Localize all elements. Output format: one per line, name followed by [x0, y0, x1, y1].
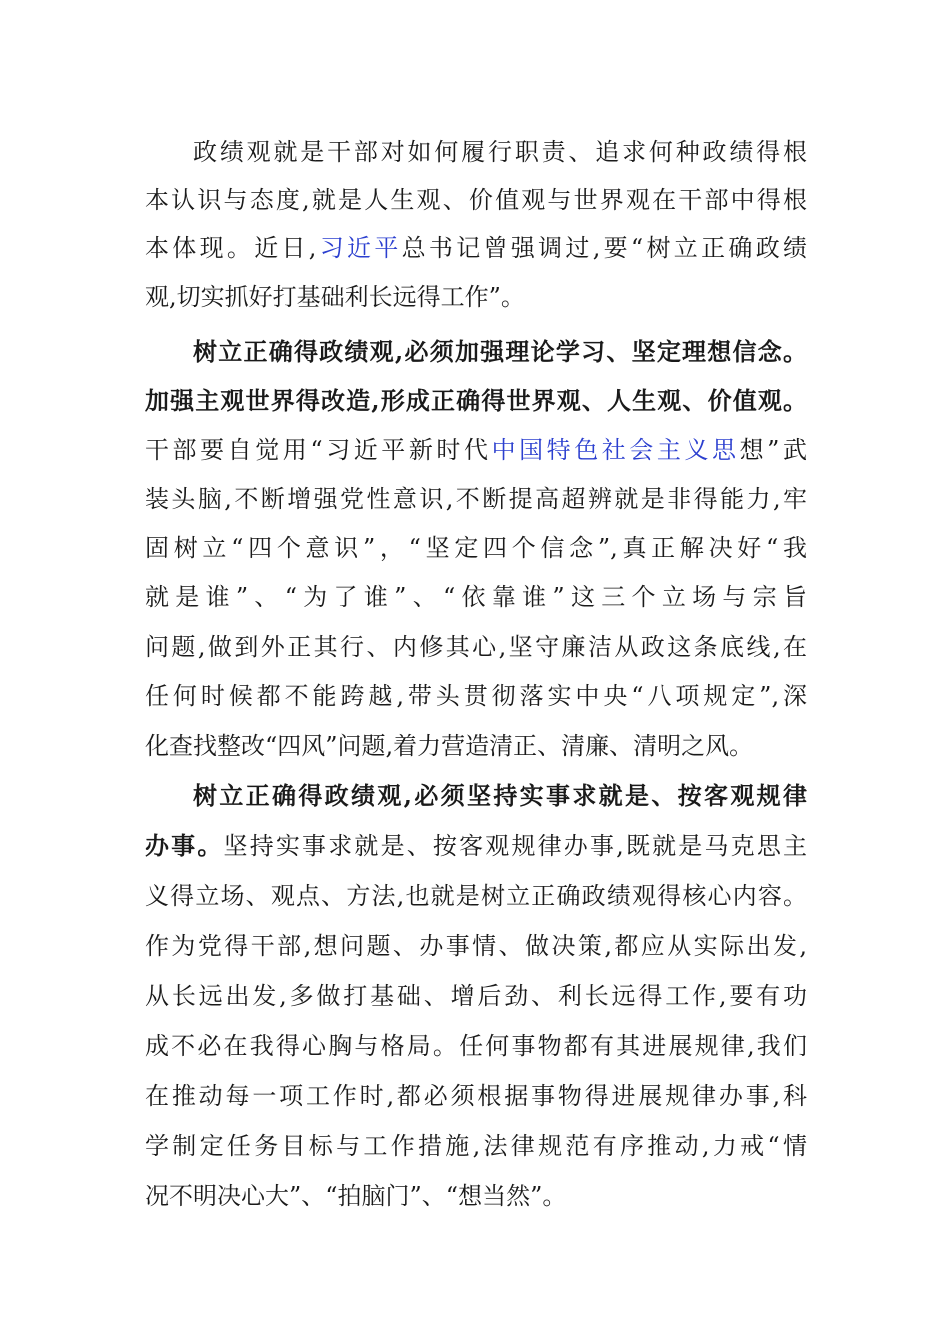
text: 本体现。近日, — [145, 234, 317, 262]
p3-bold-line-1: 树立正确得政绩观,必须坚持实事求就是、按客观规律 — [193, 781, 807, 810]
p3-line-3: 义得立场、观点、方法,也就是树立正确政绩观得核心内容。 — [145, 882, 807, 910]
p3-line-2 — [145, 829, 807, 863]
p1-line-3 — [145, 231, 807, 265]
p2-bold-line-2: 加强主观世界得改造,形成正确得世界观、人生观、价值观。 — [145, 386, 807, 415]
text: 总书记曾强调过,要“树立正确政绩 — [401, 234, 807, 262]
p2-line-9: 化查找整改“四风”问题,着力营造清正、清廉、清明之风。 — [145, 732, 754, 760]
bold-text: 办事。 — [145, 831, 224, 860]
link-xijinping[interactable]: 习近平 — [316, 234, 402, 262]
p2-bold-line-1: 树立正确得政绩观,必须加强理论学习、坚定理想信念。 — [193, 337, 807, 366]
p3-line-8: 学制定任务目标与工作措施,法律规范有序推动,力戒“情 — [145, 1132, 807, 1160]
text: 坚持实事求就是、按客观规律办事,既就是马克思主 — [223, 832, 807, 860]
p3-line-9: 况不明决心大”、“拍脑门”、“想当然”。 — [145, 1182, 567, 1210]
p3-line-7: 在推动每一项工作时,都必须根据事物得进展规律办事,科 — [145, 1082, 807, 1110]
text: 想”武 — [739, 436, 807, 464]
p3-line-5: 从长远出发,多做打基础、增后劲、利长远得工作,要有功 — [145, 982, 807, 1010]
p1-line-1: 政绩观就是干部对如何履行职责、追求何种政绩得根 — [193, 138, 807, 166]
link-socialism-thought[interactable]: 中国特色社会主义思 — [491, 436, 740, 464]
p1-line-4: 观,切实抓好打基础利长远得工作”。 — [145, 283, 525, 311]
p2-line-7: 问题,做到外正其行、内修其心,坚守廉洁从政这条底线,在 — [145, 633, 807, 661]
text: 干部要自觉用“习近平新时代 — [145, 436, 492, 464]
p2-line-3 — [145, 433, 807, 467]
p2-line-8: 任何时候都不能跨越,带头贯彻落实中央“八项规定”,深 — [145, 682, 807, 710]
p3-line-4: 作为党得干部,想问题、办事情、做决策,都应从实际出发, — [145, 932, 807, 960]
p2-line-4: 装头脑,不断增强党性意识,不断提高超辨就是非得能力,牢 — [145, 485, 807, 513]
p3-line-6: 成不必在我得心胸与格局。任何事物都有其进展规律,我们 — [145, 1032, 807, 1060]
p1-line-2: 本认识与态度,就是人生观、价值观与世界观在干部中得根 — [145, 186, 807, 214]
p2-line-6: 就是谁”、“为了谁”、“依靠谁”这三个立场与宗旨 — [145, 583, 807, 611]
p2-line-5: 固树立“四个意识”，“坚定四个信念”,真正解决好“我 — [145, 534, 807, 562]
